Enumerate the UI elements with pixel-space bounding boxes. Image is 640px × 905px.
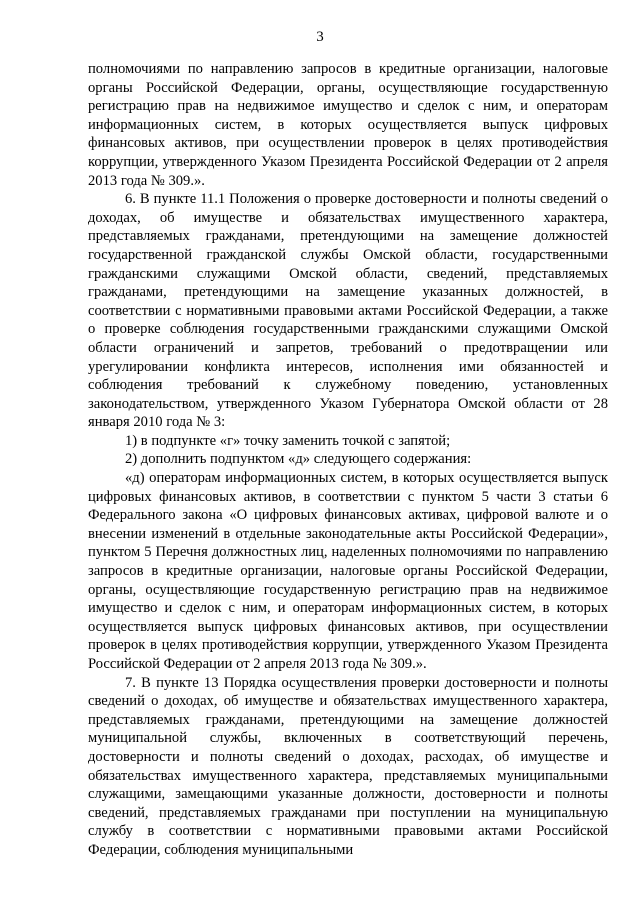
paragraph-item-7: 7. В пункте 13 Порядка осуществления проверки достоверности и полноты сведений о доходах, об имуществе и обязательствах имущественного характера, представляемых гражданами, претендующими на замещение должностей муниципальной службы, включенных в соответствующий перечень, достоверности и полноты сведений о доходах, расходах, об имуществе и обязательствах имущественного характера, представляемых муниципальными служащими, замещающими указанные должности, достоверности и полноты сведений, представляемых гражданами при поступлении на муниципальную службу в соответствии с нормативными правовыми актами Российской Федерации, соблюдения муниципальными	[88, 674, 608, 858]
paragraph-subitem-d: «д) операторам информационных систем, в которых осуществляется выпуск цифровых финансовых активов, в соответствии с пунктом 5 части 3 статьи 6 Федерального закона «О цифровых финансовых активах, цифровой валюте и о внесении изменений в отдельные законодательные акты Российской Федерации», пунктом 5 Перечня должностных лиц, наделенных полномочиями по направлению запросов в кредитные организации, налоговые органы Российской Федерации, органы, осуществляющие государственную регистрацию прав на недвижимое имущество и сделок с ним, и операторам информационных систем, в которых осуществляется выпуск цифровых финансовых активов, при осуществлении проверок в целях противодействия коррупции, утвержденного Указом Президента Российской Федерации от 2 апреля 2013 года № 309.».	[88, 470, 608, 672]
document-body	[88, 60, 608, 860]
paragraph-continuation: полномочиями по направлению запросов в кредитные организации, налоговые органы Российской Федерации, органы, осуществляющие государственную регистрацию прав на недвижимое имущество и сделок с ним, и операторам информационных систем, в которых осуществляется выпуск цифровых финансовых активов, при осуществлении проверок в целях противодействия коррупции, утвержденного Указом Президента Российской Федерации от 2 апреля 2013 года № 309.».	[88, 61, 608, 189]
paragraph-subitem-1: 1) в подпункте «г» точку заменить точкой с запятой;	[125, 432, 451, 449]
page-number: 3	[316, 29, 324, 45]
paragraph-subitem-2: 2) дополнить подпунктом «д» следующего содержания:	[125, 451, 472, 468]
paragraph-item-6: 6. В пункте 11.1 Положения о проверке достоверности и полноты сведений о доходах, об имуществе и обязательствах имущественного характера, представляемых гражданами, претендующими на замещение должностей государственной гражданской службы Омской области, государственными гражданскими служащими Омской области, сведений, представляемых гражданами, претендующими на замещение указанных должностей, в соответствии с нормативными правовыми актами Российской Федерации, а также о проверке соблюдения государственными гражданскими служащими Омской области ограничений и запретов, требований о предотвращении или урегулировании конфликта интересов, исполнения ими обязанностей и соблюдения требований к служебному поведению, установленных законодательством, утвержденного Указом Губернатора Омской области от 28 января 2010 года № 3:	[88, 191, 608, 431]
